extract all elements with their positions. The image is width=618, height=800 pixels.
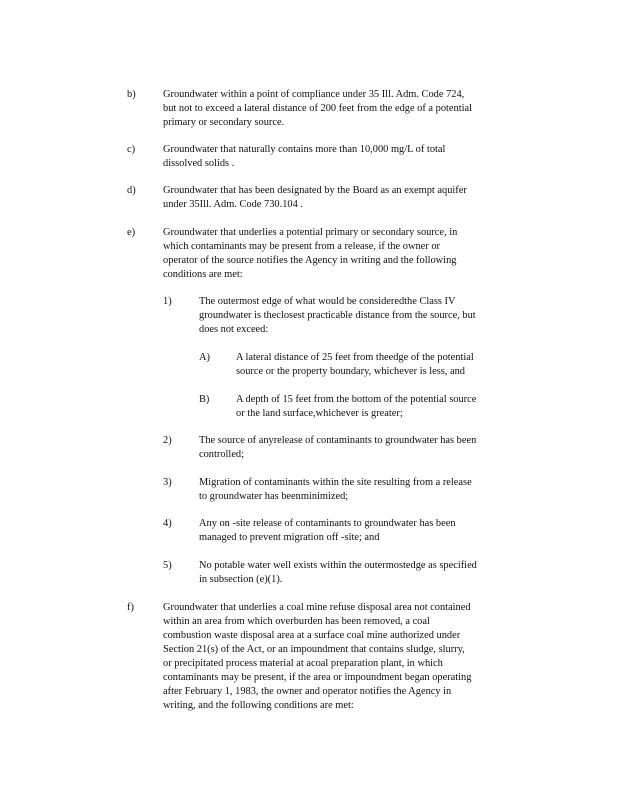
text-line: after February 1, 1983, the owner and operator notifies the Agency in [163,686,452,697]
list-marker: B) [199,394,210,405]
list-marker: b) [127,89,136,100]
text-line: groundwater is theclosest practicable distance from the source, but [199,310,476,321]
text-line: Groundwater within a point of compliance under 35 Ill. Adm. Code 724, [163,89,465,100]
list-item-text [163,88,523,130]
text-line: Any on -site release of contaminants to groundwater has been [199,518,456,529]
text-line: writing, and the following conditions are met: [163,700,354,711]
list-item-text [163,226,523,282]
text-line: conditions are met: [163,269,243,280]
text-line: A lateral distance of 25 feet from theedge of the potential [236,352,474,363]
condition-text [199,559,529,587]
text-line: The source of anyrelease of contaminants to groundwater has been [199,435,477,446]
list-item-text [163,184,523,212]
text-line: contaminants may be present, if the area or impoundment began operating [163,672,472,683]
text-line: source or the property boundary, whichever is less, and [236,366,466,377]
condition-text [199,434,529,462]
text-line: in subsection (e)(1). [199,574,283,585]
text-line: controlled; [199,449,245,460]
list-marker: d) [127,185,136,196]
list-marker: A) [199,352,210,363]
sub-item-text [236,351,526,379]
list-marker: 4) [163,518,172,529]
text-line: which contaminants may be present from a release, if the owner or [163,241,440,252]
condition-text [199,517,529,545]
list-marker: c) [127,144,136,155]
list-marker: 5) [163,560,172,571]
text-line: or the land surface,whichever is greater; [236,408,403,419]
text-line: within an area from which overburden has been removed, a coal [163,616,430,627]
sub-item-text [236,393,526,421]
condition-text [199,476,529,504]
text-line: managed to prevent migration off -site; and [199,532,380,543]
text-line: primary or secondary source. [163,117,285,128]
list-item-text [163,143,523,171]
text-line: to groundwater has beenminimized; [199,491,349,502]
text-line: Groundwater that naturally contains more than 10,000 mg/L of total [163,144,446,155]
text-line: Migration of contaminants within the site resulting from a release [199,477,472,488]
text-line: dissolved solids . [163,158,235,169]
text-line: Groundwater that underlies a potential primary or secondary source, in [163,227,458,238]
condition-text [199,295,529,337]
list-marker: 1) [163,296,172,307]
text-line: Groundwater that has been designated by the Board as an exempt aquifer [163,185,467,196]
text-line: or precipitated process material at acoal preparation plant, in which [163,658,443,669]
text-line: but not to exceed a lateral distance of 200 feet from the edge of a potential [163,103,472,114]
text-line: operator of the source notifies the Agency in writing and the following [163,255,457,266]
text-line: No potable water well exists within the outermostedge as specified [199,560,477,571]
text-line: The outermost edge of what would be consideredthe Class IV [199,296,456,307]
list-marker: f) [127,602,134,613]
text-line: under 35Ill. Adm. Code 730.104 . [163,199,303,210]
text-line: combustion waste disposal area at a surface coal mine authorized under [163,630,461,641]
list-marker: 3) [163,477,172,488]
text-line: A depth of 15 feet from the bottom of the potential source [236,394,477,405]
list-marker: 2) [163,435,172,446]
text-line: Groundwater that underlies a coal mine refuse disposal area not contained [163,602,471,613]
text-line: Section 21(s) of the Act, or an impoundment that contains sludge, slurry, [163,644,465,655]
list-marker: e) [127,227,136,238]
text-line: does not exceed: [199,324,269,335]
list-item-text [163,601,523,713]
